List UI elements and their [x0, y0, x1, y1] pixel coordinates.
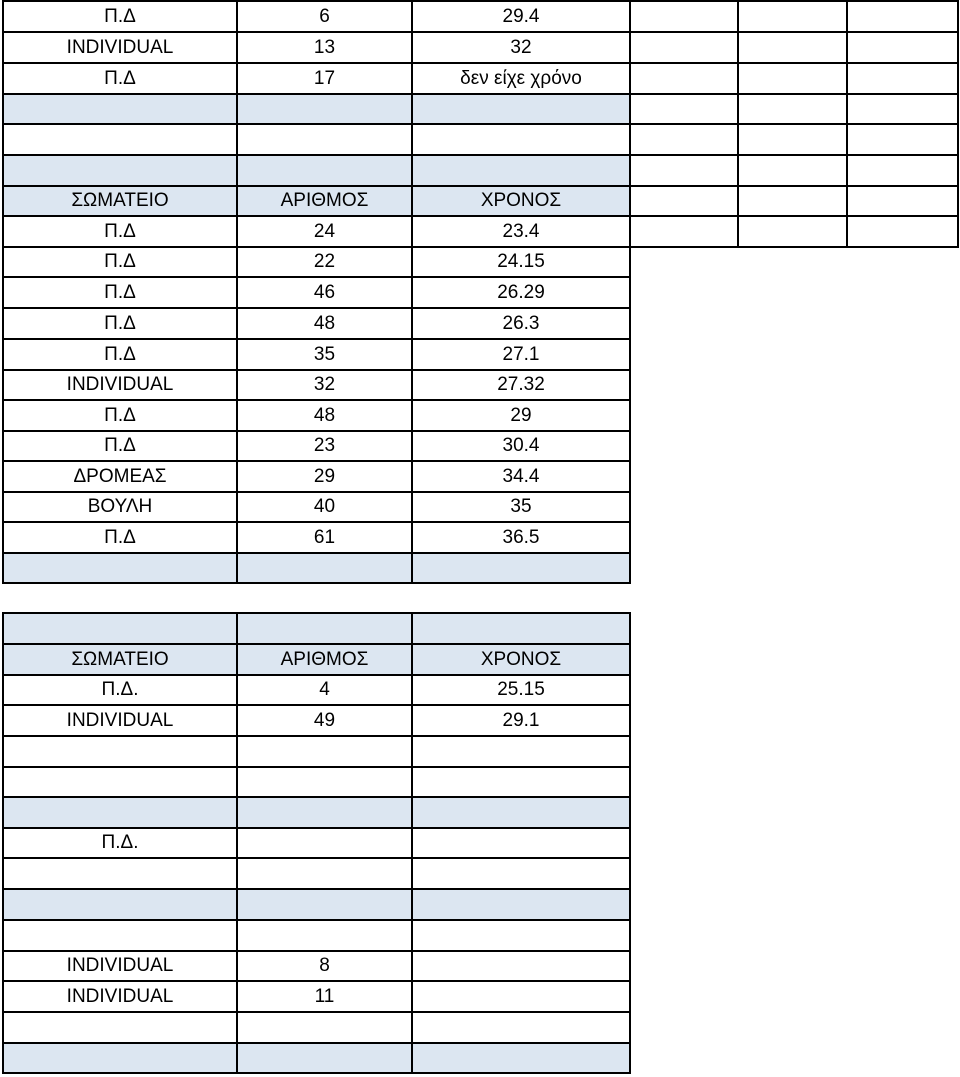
table-cell[interactable]: INDIVIDUAL — [66, 709, 174, 731]
grid-line — [846, 0, 848, 248]
table-cell[interactable] — [237, 1012, 412, 1043]
grid-line — [236, 612, 238, 1074]
table-cell[interactable]: 29 — [510, 404, 532, 426]
table-cell[interactable] — [237, 736, 412, 767]
grid-line — [630, 0, 958, 2]
grid-line — [3, 276, 631, 278]
table-cell[interactable]: ΧΡΟΝΟΣ — [480, 190, 562, 211]
grid-line — [236, 0, 238, 584]
table-cell[interactable]: 32 — [510, 36, 532, 58]
grid-line — [3, 123, 631, 125]
table-cell[interactable]: ΒΟΥΛΗ — [87, 496, 153, 517]
table-cell[interactable] — [3, 1043, 237, 1073]
table-cell[interactable] — [412, 951, 630, 981]
grid-line — [3, 827, 631, 829]
table-cell[interactable]: 29.1 — [502, 709, 540, 731]
table-cell[interactable]: 24 — [313, 220, 336, 242]
table-cell[interactable]: Π.Δ — [104, 343, 136, 365]
table-cell[interactable] — [412, 920, 630, 951]
grid-line — [629, 0, 631, 248]
table-cell[interactable] — [237, 889, 412, 920]
table-cell[interactable] — [412, 155, 630, 186]
table-cell[interactable] — [237, 828, 412, 858]
grid-line — [3, 0, 631, 2]
grid-line — [3, 338, 631, 340]
table-cell[interactable] — [3, 767, 237, 797]
table-cell[interactable]: 8 — [319, 955, 330, 976]
grid-line — [3, 307, 631, 309]
table-cell[interactable]: 46 — [313, 281, 336, 303]
table-cell[interactable]: 40 — [313, 496, 336, 517]
grid-line — [3, 1011, 631, 1013]
table-cell[interactable]: 48 — [313, 312, 336, 334]
table-cell[interactable]: Π.Δ — [104, 220, 136, 242]
grid-line — [2, 0, 4, 584]
grid-line — [3, 62, 631, 64]
grid-line — [3, 521, 631, 523]
table-cell[interactable]: Π.Δ — [104, 281, 136, 303]
grid-line — [630, 154, 958, 156]
table-cell[interactable] — [3, 889, 237, 920]
grid-line — [3, 735, 631, 737]
table-cell[interactable]: INDIVIDUAL — [66, 36, 174, 58]
table-cell[interactable]: 23 — [313, 435, 336, 456]
table-cell[interactable] — [237, 858, 412, 889]
grid-line — [3, 704, 631, 706]
table-cell[interactable] — [237, 1043, 412, 1073]
table-cell[interactable]: 49 — [313, 709, 336, 731]
grid-line — [737, 0, 739, 248]
table-cell[interactable] — [3, 858, 237, 889]
table-cell[interactable]: Π.Δ — [104, 526, 136, 548]
table-cell[interactable] — [3, 797, 237, 828]
table-cell[interactable]: 29.4 — [502, 5, 540, 27]
table-cell[interactable]: INDIVIDUAL — [66, 955, 174, 976]
table-cell[interactable]: 35 — [510, 496, 532, 517]
grid-line — [3, 154, 631, 156]
table-cell[interactable] — [3, 94, 237, 124]
table-cell[interactable] — [3, 920, 237, 951]
table-cell[interactable]: δεν είχε χρόνο — [460, 67, 582, 89]
table-cell[interactable] — [412, 767, 630, 797]
grid-line — [411, 612, 413, 1074]
table-cell[interactable]: Π.Δ — [104, 251, 136, 272]
table-cell[interactable] — [412, 858, 630, 889]
table-cell[interactable] — [237, 155, 412, 186]
table-cell[interactable]: Π.Δ — [104, 435, 136, 456]
grid-line — [3, 582, 631, 584]
grid-line — [3, 980, 631, 982]
table-cell[interactable]: 61 — [313, 526, 336, 548]
table-cell[interactable]: 27.1 — [502, 343, 540, 365]
table-cell[interactable] — [3, 553, 237, 583]
table-cell[interactable]: 26.29 — [497, 281, 545, 303]
table-cell[interactable]: Π.Δ — [104, 67, 136, 89]
table-cell[interactable]: 35 — [313, 343, 336, 365]
grid-line — [3, 796, 631, 798]
table-cell[interactable] — [412, 1012, 630, 1043]
grid-line — [3, 766, 631, 768]
table-cell[interactable]: 30.4 — [502, 435, 540, 456]
table-cell[interactable]: Π.Δ — [104, 5, 136, 27]
table-cell[interactable]: ΔΡΟΜΕΑΣ — [73, 465, 167, 487]
table-cell[interactable]: 4 — [319, 679, 330, 700]
table-cell[interactable]: 24.15 — [497, 251, 545, 272]
table-cell[interactable] — [237, 797, 412, 828]
table-cell[interactable]: 6 — [319, 5, 330, 27]
table-cell[interactable]: 32 — [313, 374, 336, 395]
grid-line — [3, 460, 631, 462]
grid-line — [3, 369, 631, 371]
table-cell[interactable] — [412, 736, 630, 767]
table-cell[interactable] — [237, 94, 412, 124]
table-cell[interactable] — [237, 767, 412, 797]
grid-line — [3, 1072, 631, 1074]
table-cell[interactable]: Π.Δ — [104, 312, 136, 334]
grid-line — [3, 215, 631, 217]
table-cell[interactable]: 13 — [313, 36, 336, 58]
table-cell[interactable]: 29 — [313, 465, 336, 487]
grid-line — [630, 246, 958, 248]
table-cell[interactable] — [412, 797, 630, 828]
grid-line — [630, 185, 958, 187]
grid-line — [630, 93, 958, 95]
table-cell[interactable]: INDIVIDUAL — [66, 374, 174, 395]
table-cell[interactable] — [237, 613, 412, 644]
grid-line — [3, 919, 631, 921]
grid-line — [3, 674, 631, 676]
grid-line — [3, 1042, 631, 1044]
table-cell[interactable] — [412, 981, 630, 1012]
table-cell[interactable]: 17 — [313, 67, 336, 89]
grid-line — [630, 123, 958, 125]
table-cell[interactable]: 11 — [314, 985, 335, 1007]
table-cell[interactable]: 23.4 — [502, 220, 540, 242]
table-cell[interactable] — [3, 124, 237, 155]
table-cell[interactable] — [412, 553, 630, 583]
table-cell[interactable]: Π.Δ. — [101, 832, 139, 853]
grid-line — [3, 643, 631, 645]
grid-line — [957, 0, 959, 248]
grid-line — [3, 612, 631, 614]
grid-line — [3, 950, 631, 952]
table-cell[interactable]: Π.Δ. — [101, 679, 139, 700]
grid-line — [3, 185, 631, 187]
table-cell[interactable] — [412, 889, 630, 920]
grid-line — [3, 430, 631, 432]
table-cell[interactable] — [3, 736, 237, 767]
table-cell[interactable]: 36.5 — [502, 526, 540, 548]
grid-line — [630, 215, 958, 217]
grid-line — [630, 31, 958, 33]
table-cell[interactable]: 34.4 — [502, 465, 540, 487]
grid-line — [3, 888, 631, 890]
table-cell[interactable]: ΑΡΙΘΜΟΣ — [280, 648, 369, 670]
grid-line — [2, 612, 4, 1074]
grid-line — [629, 612, 631, 1074]
table-cell[interactable] — [3, 1012, 237, 1043]
table-cell[interactable] — [3, 613, 237, 644]
table-cell[interactable] — [237, 124, 412, 155]
table-cell[interactable]: 22 — [313, 251, 336, 272]
table-cell[interactable] — [412, 94, 630, 124]
table-cell[interactable] — [237, 920, 412, 951]
table-cell[interactable] — [412, 613, 630, 644]
grid-line — [3, 31, 631, 33]
table-cell[interactable] — [412, 828, 630, 858]
table-cell[interactable]: ΧΡΟΝΟΣ — [480, 648, 562, 670]
table-cell[interactable] — [237, 553, 412, 583]
grid-line — [3, 399, 631, 401]
grid-line — [3, 552, 631, 554]
grid-line — [3, 491, 631, 493]
table-cell[interactable]: 25.15 — [497, 679, 545, 700]
grid-line — [411, 0, 413, 584]
table-cell[interactable]: Π.Δ — [104, 404, 136, 426]
grid-line — [3, 246, 631, 248]
table-cell[interactable] — [3, 155, 237, 186]
grid-line — [3, 857, 631, 859]
table-cell[interactable]: ΣΩΜΑΤΕΙΟ — [71, 648, 169, 670]
table-cell[interactable]: 48 — [313, 404, 336, 426]
table-cell[interactable]: 26.3 — [502, 312, 540, 334]
table-cell[interactable]: ΑΡΙΘΜΟΣ — [280, 190, 369, 211]
grid-line — [3, 93, 631, 95]
table-cell[interactable] — [412, 1043, 630, 1073]
table-cell[interactable]: 27.32 — [497, 374, 545, 395]
table-cell[interactable]: ΣΩΜΑΤΕΙΟ — [71, 190, 169, 211]
table-cell[interactable]: INDIVIDUAL — [66, 985, 174, 1007]
table-cell[interactable] — [412, 124, 630, 155]
grid-line — [630, 62, 958, 64]
